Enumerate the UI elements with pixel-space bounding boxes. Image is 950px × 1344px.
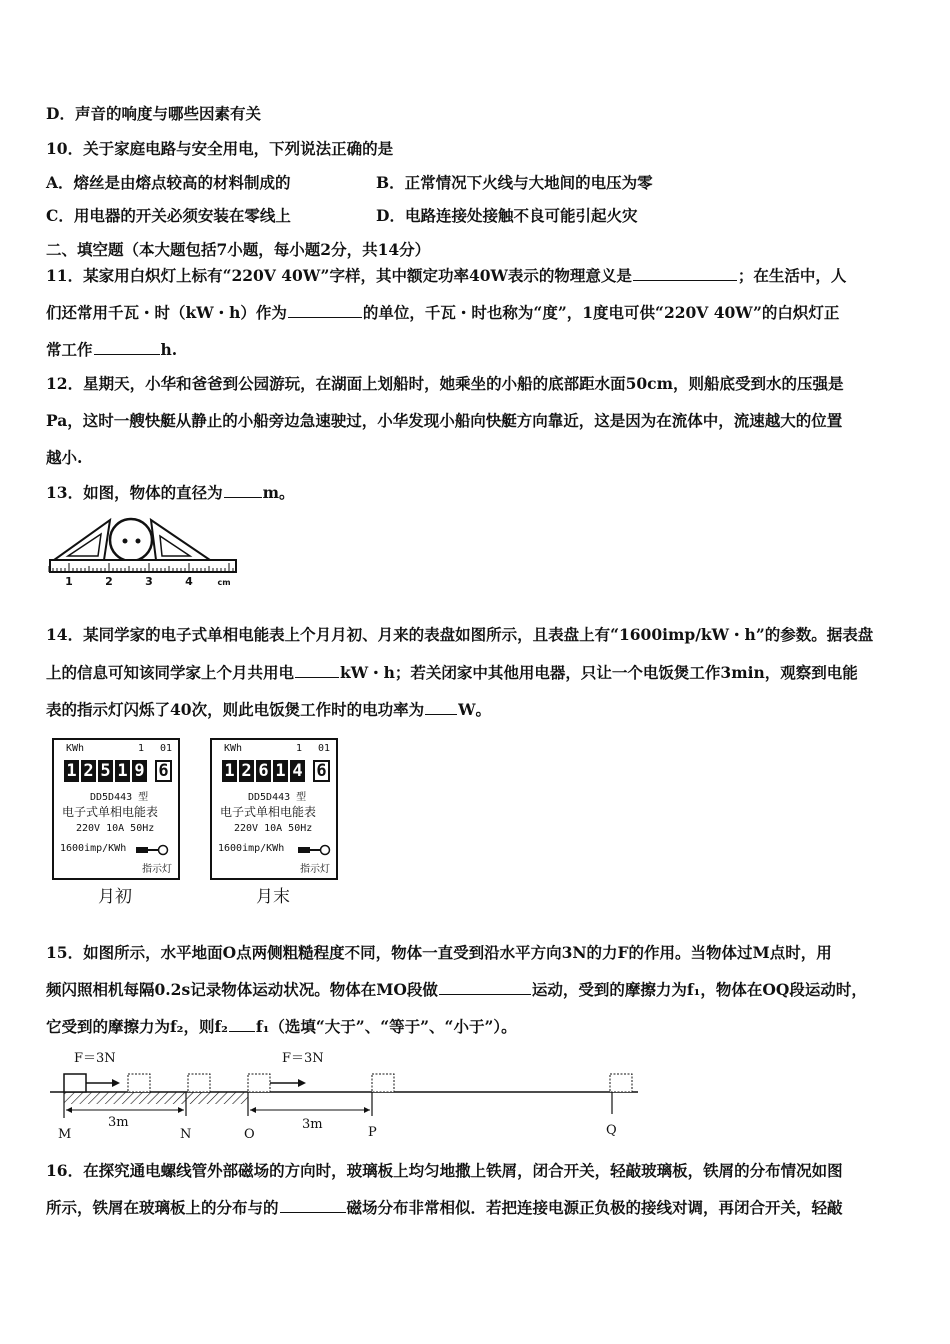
point-p: P <box>368 1125 377 1140</box>
q14-text-2b: kW・h；若关闭家中其他用电器，只让一个电饭煲工作3min，观察到电能 <box>340 663 858 682</box>
q15-text-2b: 运动，受到的摩擦力为f₁，物体在OQ段运动时， <box>531 980 867 999</box>
force-label-1: F＝3N <box>74 1051 116 1066</box>
q11-line2 <box>46 301 839 323</box>
meter-digit: 2 <box>239 760 254 782</box>
meter-phase: 1 <box>296 743 303 754</box>
q10-stem: 10．关于家庭电路与安全用电，下列说法正确的是 <box>46 139 394 158</box>
q11-blank-1[interactable] <box>633 279 737 281</box>
distance-op: 3m <box>302 1117 323 1132</box>
q9-option-d: D．声音的响度与哪些因素有关 <box>46 104 261 123</box>
ruler-body <box>50 560 236 572</box>
meter-unit: KWh <box>66 743 85 754</box>
block-frame <box>610 1074 632 1092</box>
point-q: Q <box>606 1123 617 1138</box>
meter-digit-decimal: 6 <box>313 760 330 782</box>
q11-text-1a: 11．某家用白炽灯上标有“220V 40W”字样，其中额定功率40W表示的物理意义是 <box>46 266 632 285</box>
block-frame <box>188 1074 210 1092</box>
meter-digit: 9 <box>132 760 147 782</box>
motion-figure <box>44 1046 644 1146</box>
meter-start <box>52 738 180 880</box>
q16-line2 <box>46 1196 843 1218</box>
meter-code: 01 <box>160 743 173 754</box>
q10-option-d: D．电路连接处接触不良可能引起火灾 <box>376 206 638 225</box>
point-o: O <box>244 1127 255 1142</box>
meter-digit: 1 <box>115 760 130 782</box>
meter-digit: 1 <box>222 760 237 782</box>
meter-digit-decimal: 6 <box>155 760 172 782</box>
meter-digit: 4 <box>290 760 305 782</box>
block-frame <box>128 1074 150 1092</box>
q11-line1 <box>46 264 846 286</box>
q13-text-b: m。 <box>262 483 295 502</box>
meter-imp: 1600imp/KWh <box>60 843 127 854</box>
q13-line <box>46 481 294 503</box>
q15-blank-1[interactable] <box>439 993 531 995</box>
meter-name: 电子式单相电能表 <box>220 805 317 819</box>
triangle-left-icon <box>54 520 110 560</box>
q14-text-3a: 表的指示灯闪烁了40次，则此电饭煲工作时的电功率为 <box>46 700 425 719</box>
meter-spec: 220V 10A 50Hz <box>234 823 313 834</box>
indicator-lamp-icon <box>136 844 170 856</box>
ruler-tick-label: 1 <box>65 575 73 588</box>
meter-digit: 6 <box>256 760 271 782</box>
q14-line3 <box>46 698 491 720</box>
meter-phase: 1 <box>138 743 145 754</box>
q11-blank-3[interactable] <box>94 353 160 355</box>
q15-blank-2[interactable] <box>229 1030 255 1032</box>
q15-text-2a: 频闪照相机每隔0.2s记录物体运动状况。物体在MO段做 <box>46 980 438 999</box>
q15-line1: 15．如图所示，水平地面O点两侧粗糙程度不同，物体一直受到沿水平方向3N的力F的作用。当物体过M点时，用 <box>46 943 832 962</box>
q11-blank-2[interactable] <box>288 316 362 318</box>
section-heading: 二、填空题（本大题包括7小题，每小题2分，共14分） <box>46 240 431 259</box>
meter-name: 电子式单相电能表 <box>62 805 159 819</box>
block-frame <box>248 1074 270 1092</box>
ruler-figure <box>48 512 243 592</box>
meter-reading <box>64 760 172 782</box>
q10-option-b: B．正常情况下火线与大地间的电压为零 <box>376 173 653 192</box>
meter-start-caption: 月初 <box>98 887 132 907</box>
ruler-tick-label: 3 <box>145 575 153 588</box>
meter-digit: 2 <box>81 760 96 782</box>
meter-indicator-label: 指示灯 <box>300 864 330 875</box>
ruler-unit: cm <box>217 578 231 587</box>
q16-blank-1[interactable] <box>280 1211 346 1213</box>
meter-indicator-label: 指示灯 <box>142 864 172 875</box>
q13-blank[interactable] <box>224 496 262 498</box>
distance-mn: 3m <box>108 1115 129 1130</box>
sphere-object <box>110 519 152 561</box>
q16-line1: 16．在探究通电螺线管外部磁场的方向时，玻璃板上均匀地撒上铁屑，闭合开关，轻敲玻璃板，铁屑的分布情况如图 <box>46 1161 843 1180</box>
meter-imp: 1600imp/KWh <box>218 843 285 854</box>
q10-option-c: C．用电器的开关必须安装在零线上 <box>46 206 291 225</box>
meter-code: 01 <box>318 743 331 754</box>
q13-text-a: 13．如图，物体的直径为 <box>46 483 223 502</box>
indicator-lamp-icon <box>298 844 332 856</box>
ruler-tick-label: 2 <box>105 575 113 588</box>
block-solid <box>64 1074 86 1092</box>
q10-option-a: A．熔丝是由熔点较高的材料制成的 <box>46 173 291 192</box>
meter-spec: 220V 10A 50Hz <box>76 823 155 834</box>
rough-surface <box>64 1092 248 1104</box>
meter-reading <box>222 760 330 782</box>
meter-model: DD5D443 型 <box>248 792 307 803</box>
meter-digit: 1 <box>273 760 288 782</box>
q12-line1: 12．星期天，小华和爸爸到公园游玩，在湖面上划船时，她乘坐的小船的底部距水面50cm，则船底受到水的压强是 <box>46 374 844 393</box>
meter-end-caption: 月末 <box>256 887 290 907</box>
q12-line3: 越小. <box>46 448 83 467</box>
meter-digit: 1 <box>64 760 79 782</box>
block-frame <box>372 1074 394 1092</box>
q14-blank-2[interactable] <box>425 713 457 715</box>
q15-text-3a: 它受到的摩擦力为f₂，则f₂ <box>46 1017 228 1036</box>
q11-text-1b: ；在生活中，人 <box>737 266 847 285</box>
q15-line2 <box>46 978 867 1000</box>
q14-text-2a: 上的信息可知该同学家上个月共用电 <box>46 663 295 682</box>
q11-text-2b: 的单位，千瓦・时也称为“度”，1度电可供“220V 40W”的白炽灯正 <box>362 303 840 322</box>
ruler-tick-label: 4 <box>185 575 193 588</box>
q16-text-2b: 磁场分布非常相似．若把连接电源正负极的接线对调，再闭合开关，轻敲 <box>346 1198 843 1217</box>
q14-blank-1[interactable] <box>295 676 339 678</box>
q11-text-2a: 们还常用千瓦・时（kW・h）作为 <box>46 303 287 322</box>
point-m: M <box>58 1127 72 1142</box>
q14-text-3b: W。 <box>458 700 491 719</box>
point-n: N <box>180 1127 192 1142</box>
force-label-2: F＝3N <box>282 1051 324 1066</box>
q14-line1: 14．某同学家的电子式单相电能表上个月月初、月来的表盘如图所示，且表盘上有“1600imp/kW・h”的参数。据表盘 <box>46 625 874 644</box>
q15-text-3b: f₁（选填“大于”、“等于”、“小于”）。 <box>255 1017 517 1036</box>
meter-unit: KWh <box>224 743 243 754</box>
q14-line2 <box>46 661 858 683</box>
q12-line2: Pa，这时一艘快艇从静止的小船旁边急速驶过，小华发现小船向快艇方向靠近，这是因为在流体中，流速越大的位置 <box>46 411 843 430</box>
q11-line3 <box>46 338 177 360</box>
meter-model: DD5D443 型 <box>90 792 149 803</box>
q11-text-3a: 常工作 <box>46 340 93 359</box>
q15-line3 <box>46 1015 517 1037</box>
q11-text-3b: h. <box>160 340 178 359</box>
q16-text-2a: 所示，铁屑在玻璃板上的分布与的 <box>46 1198 279 1217</box>
meter-digit: 5 <box>98 760 113 782</box>
meter-end <box>210 738 338 880</box>
